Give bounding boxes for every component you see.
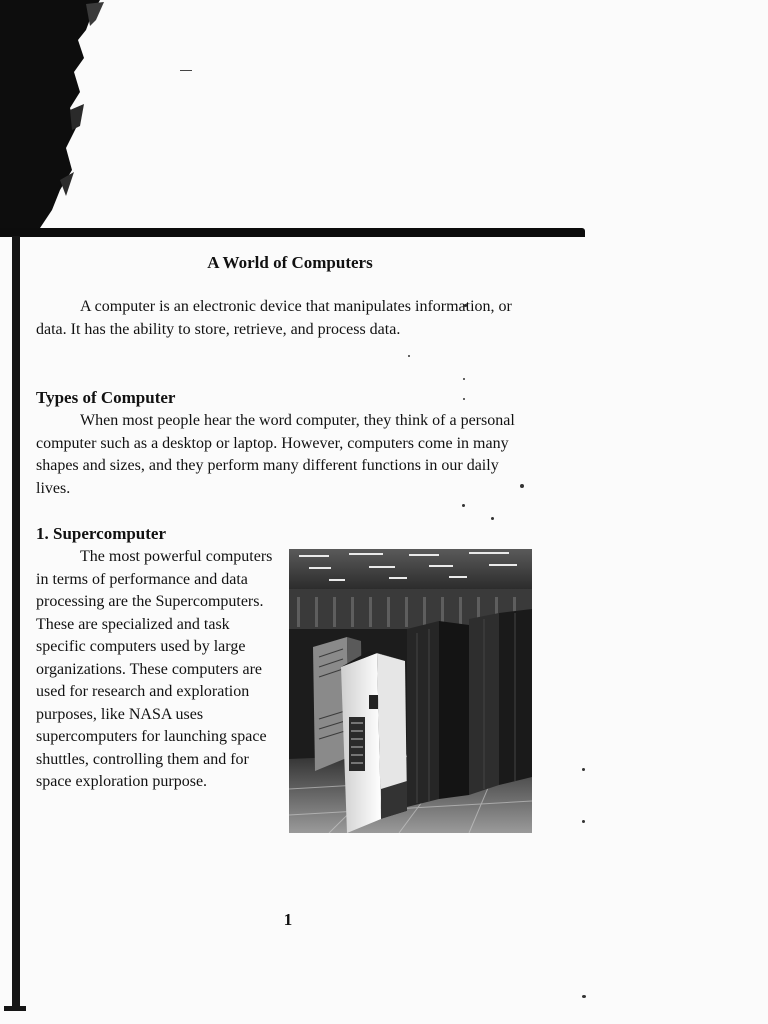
page-title: A World of Computers — [207, 253, 373, 272]
scan-speck — [582, 768, 585, 771]
scan-dash-mark — [180, 70, 192, 71]
supercomputer-image — [289, 549, 532, 833]
scan-speck — [463, 378, 465, 380]
types-paragraph: When most people hear the word computer, they think of a personal computer such as a desktop or laptop. However, computers come in many shapes and sizes, and they perform many different functions in our daily lives. — [36, 412, 515, 497]
scan-speck — [491, 517, 494, 520]
top-divider-line — [0, 228, 585, 237]
left-binding-line — [12, 236, 20, 1011]
scan-speck — [463, 398, 465, 400]
scan-speck — [582, 995, 586, 998]
left-binding-foot — [4, 1006, 26, 1011]
page-number: 1 — [283, 910, 293, 929]
scan-speck — [462, 504, 465, 507]
types-heading: Types of Computer — [36, 388, 176, 407]
scan-speck — [582, 820, 585, 823]
scan-shadow — [0, 0, 130, 240]
intro-paragraph: A computer is an electronic device that manipulates information, or data. It has the ability to store, retrieve, and process data. — [36, 298, 512, 338]
supercomputer-paragraph: The most powerful computers in terms of performance and data processing are the Supercomputers. These are specialized and task specific computers used by large organizations. These computers are used for research and exploration purposes, like NASA uses supercomputers for launching space shuttles, controlling them and for space exploration purpose. — [36, 548, 273, 790]
supercomputer-heading: 1. Supercomputer — [36, 524, 167, 543]
scan-speck — [408, 355, 410, 357]
